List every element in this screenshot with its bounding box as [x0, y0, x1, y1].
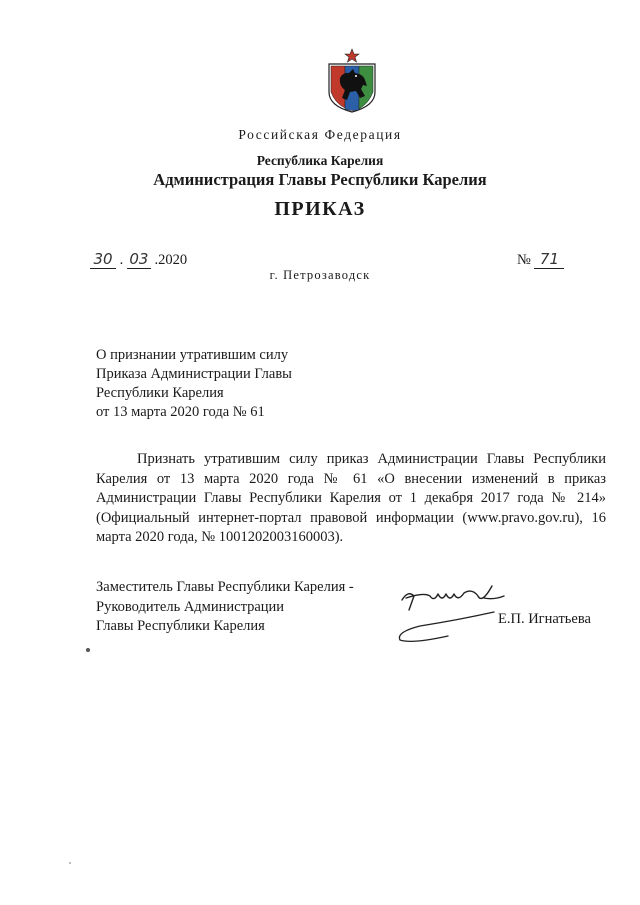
- number-value: 71: [534, 250, 564, 269]
- signatory-line: Руководитель Администрации: [96, 598, 285, 615]
- document-type: ПРИКАЗ: [274, 198, 366, 220]
- date-month: 03: [127, 250, 151, 269]
- city: г. Петрозаводск: [269, 268, 371, 282]
- order-subject: [96, 346, 292, 422]
- number-prefix: №: [517, 252, 531, 268]
- order-body: [96, 450, 606, 548]
- country-name: Российская Федерация: [238, 127, 402, 142]
- subject-line: Приказа Администрации Главы: [96, 366, 292, 382]
- republic-name: Республика Карелия: [256, 153, 384, 168]
- coat-of-arms-icon: [323, 48, 381, 114]
- document-number: [517, 250, 564, 269]
- signatory-title: [96, 578, 354, 637]
- page-mark: [69, 862, 71, 864]
- document-date: 30 . 03 .2020: [90, 250, 187, 269]
- page-mark: [86, 648, 90, 652]
- handwritten-signature: [378, 578, 518, 648]
- signatory-name: Е.П. Игнатьева: [498, 611, 591, 627]
- signatory-line: Заместитель Главы Республики Карелия -: [96, 579, 354, 595]
- signatory-line: Главы Республики Карелия: [96, 618, 265, 634]
- body-paragraph: Признать утратившим силу приказ Администрации Главы Республики Карелия от 13 марта 2020 года № 61 «О внесении изменений в приказ Администрации Главы Республики Карелия от 1 декабря 2017 года № 214» (Официальный интернет-портал правовой информации (www.pravo.gov.ru), 16 марта 2020 года, № 1001202003160003).: [96, 451, 606, 545]
- subject-line: от 13 марта 2020 года № 61: [96, 404, 265, 420]
- date-day: 30: [90, 250, 116, 269]
- authority-name: Администрация Главы Республики Карелия: [153, 170, 487, 189]
- date-year: .2020: [154, 252, 188, 268]
- subject-line: Республики Карелия: [96, 385, 224, 401]
- subject-line: О признании утратившим силу: [96, 347, 289, 363]
